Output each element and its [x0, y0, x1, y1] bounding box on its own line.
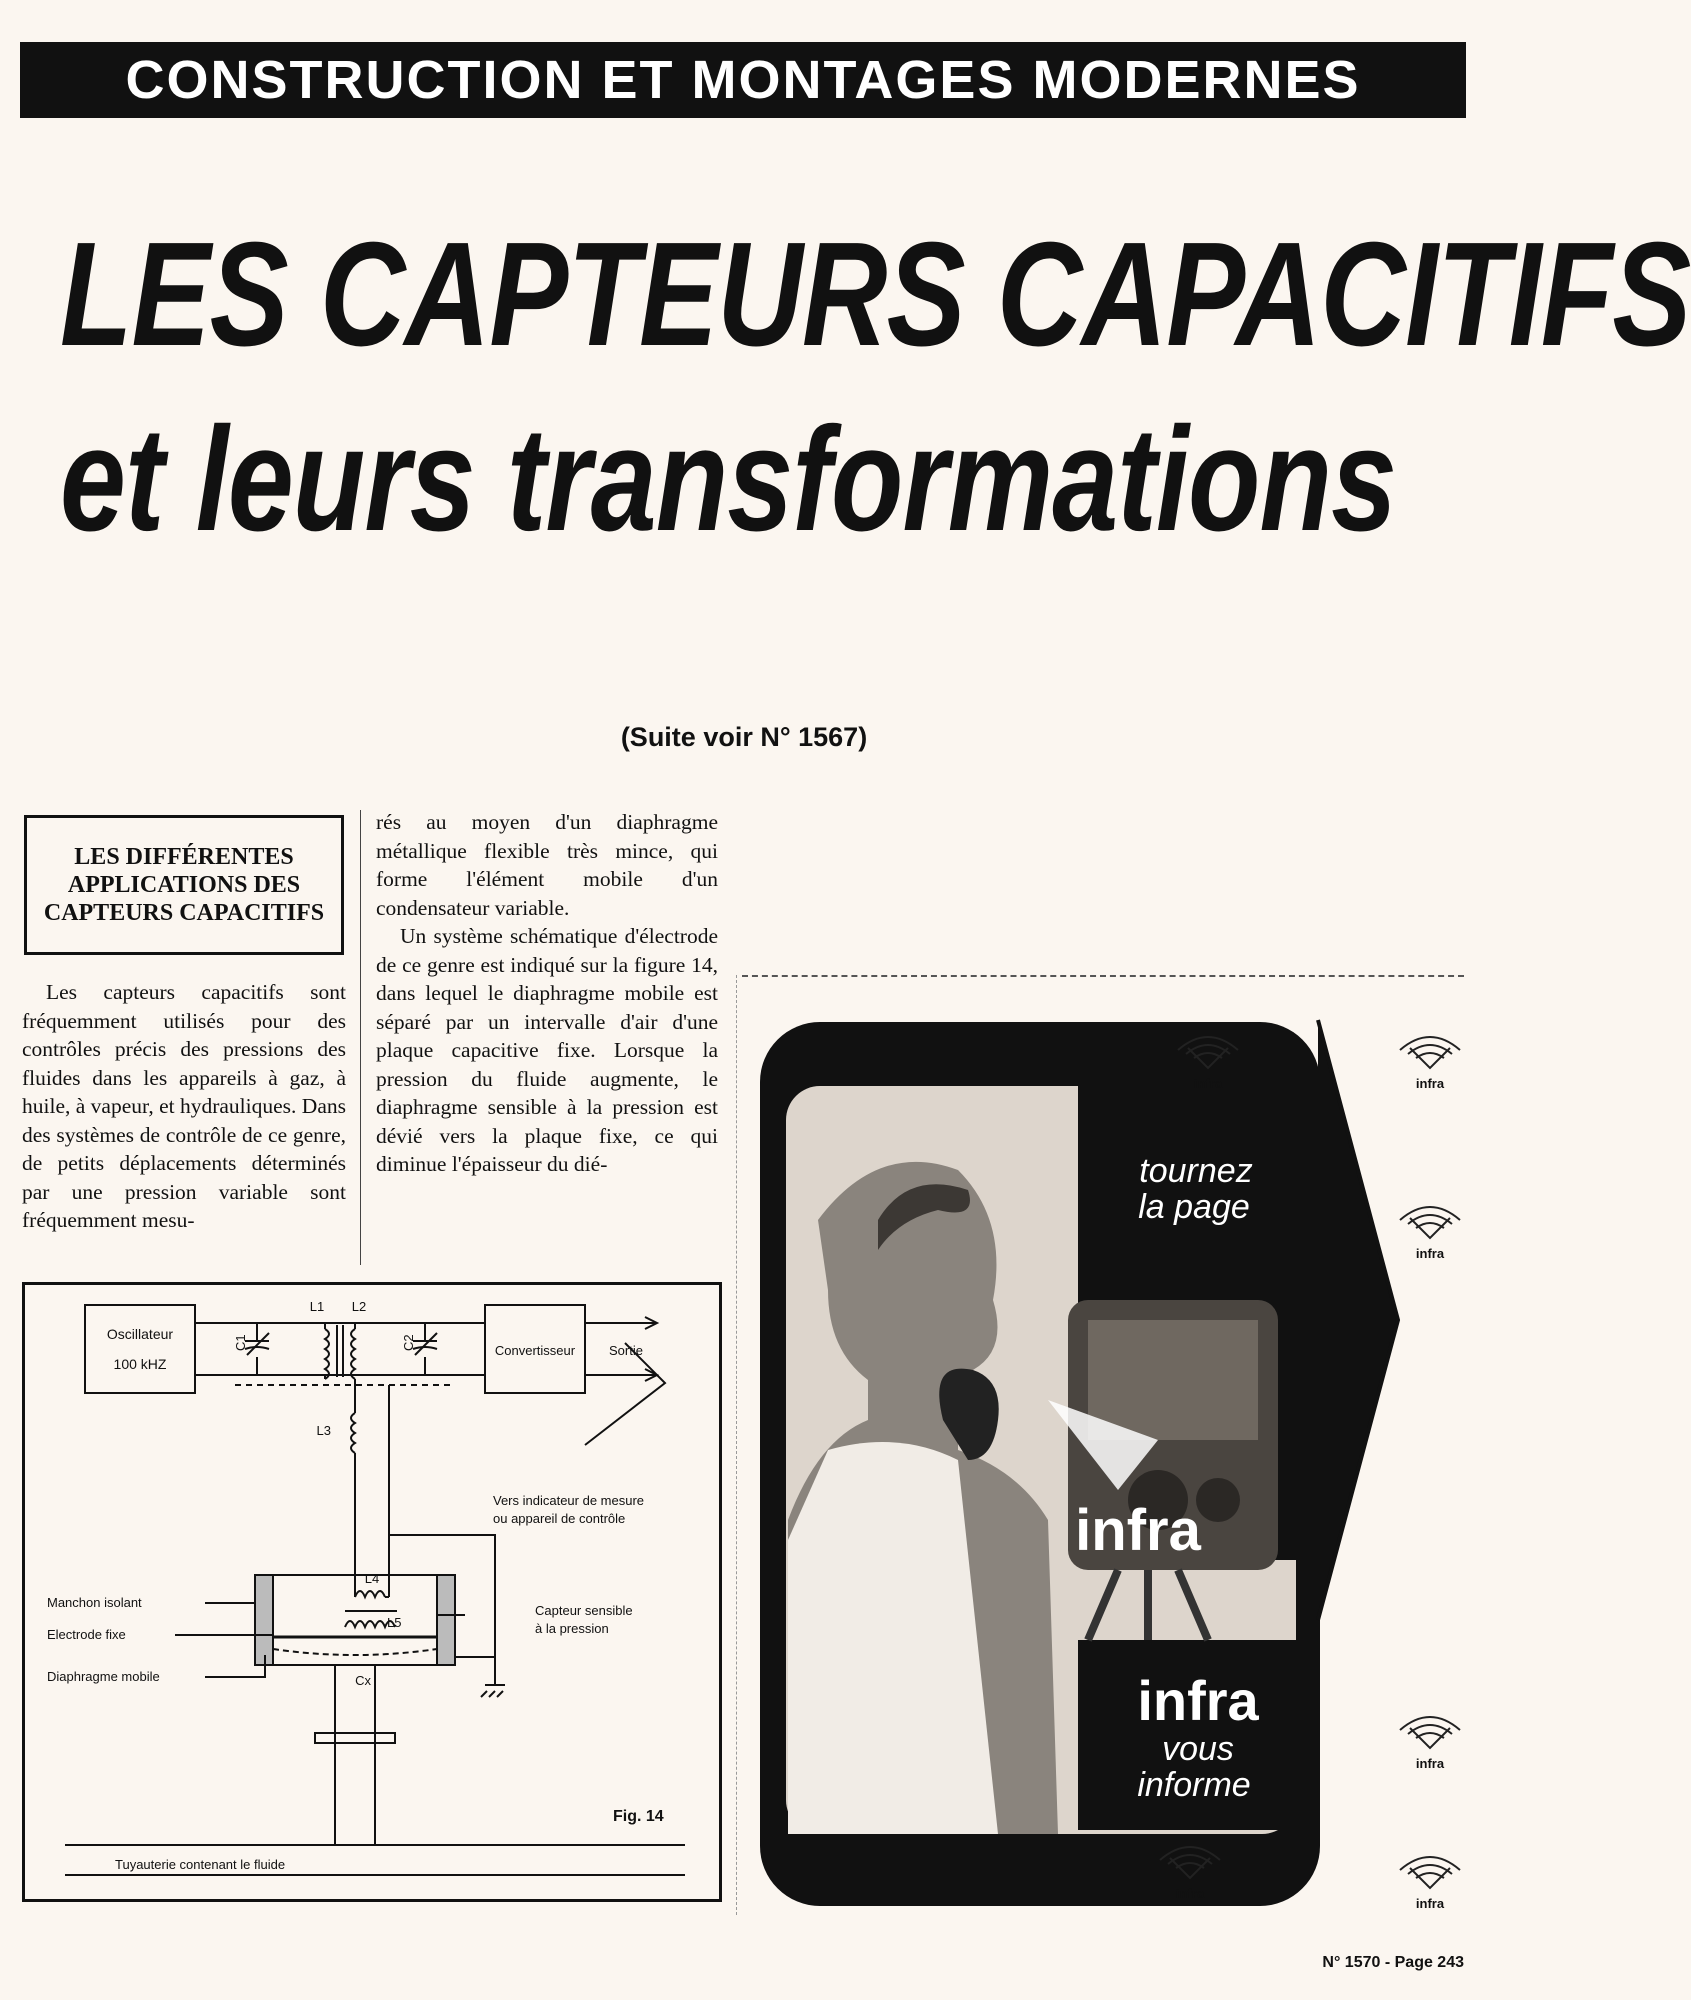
indicator-label-2: ou appareil de contrôle — [493, 1511, 626, 1526]
circuit-diagram — [25, 1285, 719, 1899]
logo-label: infra — [1415, 1076, 1445, 1091]
page-footer: N° 1570 - Page 243 — [1322, 1954, 1464, 1971]
c1-label: C1 — [233, 1334, 248, 1351]
figure-14 — [22, 1282, 722, 1902]
diaphragm-label: Diaphragme mobile — [47, 1669, 160, 1684]
ad-tagline-1: tournez — [1139, 1152, 1253, 1190]
oscillator-box — [85, 1305, 195, 1393]
logo-label: infra — [1193, 1076, 1223, 1091]
oscillator-label: Oscillateur — [106, 1326, 174, 1342]
ad-brand-wordmark: infra — [1137, 1669, 1259, 1732]
l2-label: L2 — [351, 1299, 367, 1314]
l5-label: L5 — [387, 1615, 402, 1630]
ad-brand-on-device: infra — [1075, 1498, 1201, 1563]
c2-label: C2 — [401, 1334, 416, 1351]
pipe-label: Tuyauterie contenant le fluide — [115, 1857, 286, 1872]
ad-tagline-2: la page — [1138, 1188, 1250, 1226]
sensor-label-1: Capteur sensible — [535, 1603, 633, 1618]
text-column-1 — [22, 978, 346, 1235]
article-title-line-1: LES CAPTEURS CAPACITIFS — [60, 212, 1691, 377]
ad-tagline-4: informe — [1137, 1766, 1251, 1804]
logo-label: infra — [1415, 1756, 1445, 1771]
sleeve-label: Manchon isolant — [47, 1595, 142, 1610]
section-heading: LES DIFFÉRENTES APPLICATIONS DES CAPTEURS CAPACITIFS — [43, 844, 325, 926]
sensor-label-2: à la pression — [535, 1621, 609, 1636]
ad-top-rule — [742, 975, 1464, 977]
converter-label: Convertisseur — [494, 1343, 576, 1358]
frequency-label: 100 kHZ — [113, 1356, 167, 1372]
l4-label: L4 — [364, 1571, 380, 1586]
ad-left-rule — [736, 975, 737, 1915]
paragraph: Un système schématique d'électrode de ce genre est indiqué sur la figure 14, dans lequel le diaphragme mobile est séparé par un intervalle d'air d'une plaque capacitive fixe. Lorsque la pression du fluide augmente, le diaphragme sensible à la pression est dévié vers la plaque fixe, ce qui diminue l'épaisseur du dié- — [376, 924, 718, 1176]
text-column-2 — [376, 808, 718, 1179]
output-label: Sortie — [609, 1343, 643, 1358]
ad-artwork — [758, 1020, 1464, 1910]
ad-tagline-3: vous — [1162, 1730, 1234, 1768]
paragraph: Les capteurs capacitifs sont fréquemment utilisés pour des contrôles précis des pressions des fluides dans les appareils à gaz, à huile, à vapeur, et hydrauliques. Dans des systèmes de contrôle de ce genre, de petits déplacements déterminés par une pression variable sont fréquemment mesu- — [22, 980, 346, 1232]
logo-label: infra — [1415, 1896, 1445, 1911]
section-heading-box — [24, 815, 344, 955]
logo-label: infra — [1175, 1886, 1205, 1901]
pipe-flange — [315, 1733, 395, 1743]
article-title-line-2: et leurs transformations — [60, 397, 1397, 562]
column-divider — [360, 810, 361, 1265]
logo-label: infra — [1415, 1246, 1445, 1261]
l1-label: L1 — [309, 1299, 325, 1314]
paragraph: rés au moyen d'un diaphragme métallique flexible très mince, qui forme l'élément mobile d'un condensateur variable. — [376, 810, 718, 920]
cx-label: Cx — [355, 1673, 371, 1688]
indicator-label-1: Vers indicateur de mesure — [493, 1493, 645, 1508]
l3-label: L3 — [316, 1423, 331, 1438]
figure-caption: Fig. 14 — [613, 1808, 664, 1825]
continuation-note: (Suite voir N° 1567) — [620, 722, 868, 752]
section-banner: CONSTRUCTION ET MONTAGES MODERNES — [20, 42, 1466, 118]
infra-advertisement — [758, 1020, 1464, 1910]
fixed-electrode-label: Electrode fixe — [47, 1627, 126, 1642]
